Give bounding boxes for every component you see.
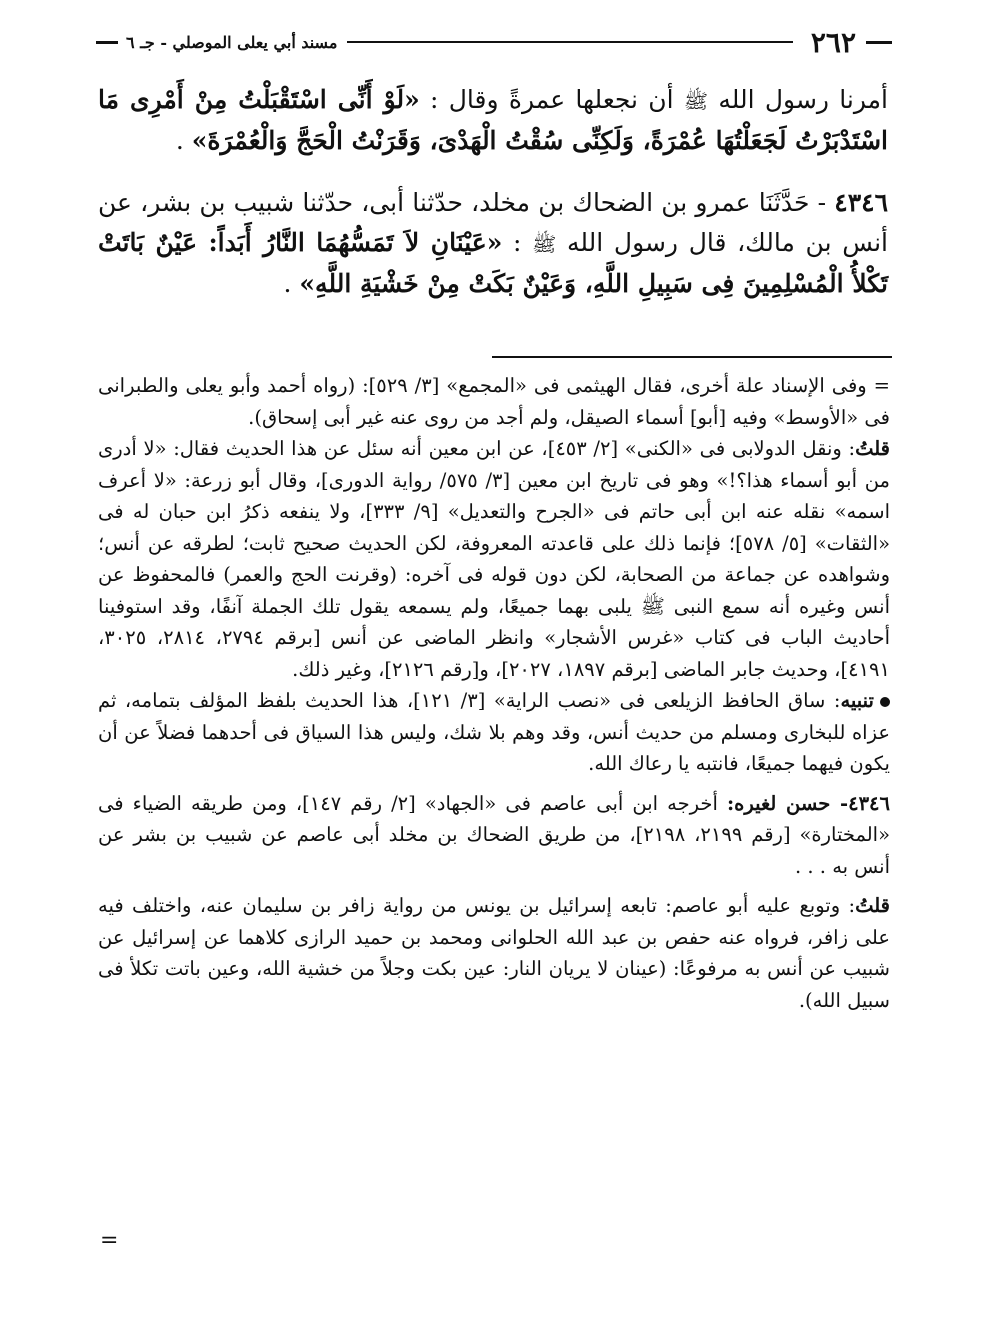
salla-symbol: ﷺ: [640, 593, 665, 618]
note-3-text: : ساق الحافظ الزيلعى فى «نصب الراية» [٣/ ١٢١]، هذا الحديث بلفظ المؤلف بتمامه، ثم عزاه للبخارى ومسلم من حديث أنس، وقد وهم بلا شك، وليس هذا السياق فى أحدهما فضلاً عن أن يكون فيهما جميعًا، فانتبه يا رعاك الله.: [98, 689, 890, 775]
header-dash-right: [866, 41, 892, 44]
main-text: [98, 80, 888, 304]
continuation-eq: =: [873, 374, 890, 397]
note-continuation: [98, 370, 890, 433]
page-number: ٢٦٢: [810, 25, 856, 59]
running-title: مسند أبي يعلى الموصلي - جـ ٦: [126, 32, 338, 52]
p1-end: .: [175, 126, 192, 155]
continuation-mark: =: [100, 1228, 119, 1253]
hadith-number-sep: -: [809, 188, 835, 217]
paragraph-hadith-4345-end: [98, 80, 888, 161]
footnote-separator: [492, 356, 892, 358]
note-5-keyword: قلتُ: [855, 894, 890, 917]
paragraph-hadith-4346: [98, 183, 888, 304]
note-hadith-4346: [98, 788, 890, 883]
page-header: [96, 22, 892, 62]
p1-lead: أمرنا رسول الله: [718, 85, 888, 114]
hadith-number: ٤٣٤٦: [834, 188, 889, 217]
note-1-text: وفى الإسناد علة أخرى، فقال الهيثمى فى «المجمع» [٣/ ٥٢٩]: (رواه أحمد وأبو يعلى والطبرانى فى «الأوسط» وفيه [أبو] أسماء الصيقل، ولم أجد من روى عنه غير أبى إسحاق).: [98, 374, 890, 429]
note-5-text: : وتوبع عليه أبو عاصم: تابعه إسرائيل بن يونس من رواية زافر بن سليمان عنه، واختلف فيه على زافر، فرواه عنه حفص بن عبد الله الحلوانى ومحمد بن حميد الرازى كلاهما عن إسرائيل عن شبيب عن أنس به مرفوعًا: (عينان لا يريان النار: عين بكت وجلاً من خشية الله، وعين باتت تكلأ فى سبيل الله).: [98, 894, 890, 1012]
note-2-text-b: يلبى بهما جميعًا، ولم يسمعه يقول تلك الجملة آنفًا، وقد استوفينا أحاديث الباب فى كتاب «غرس الأشجار» وانظر الماضى عن أنس [برقم ٢٧٩٤، ٢٨١٤، ٣٠٢٥، ٤١٩١]، وحديث جابر الماضى [برقم ١٨٩٧، ٢٠٢٧]، و[رقم ٢١٢٦]، وغير ذلك.: [98, 594, 890, 681]
p2-end: .: [283, 269, 300, 298]
p2-colon: :: [502, 228, 533, 257]
hadith-quote-1: «لَوْ أَنِّى اسْتَقْبَلْتُ مِنْ أَمْرِى مَا اسْتَدْبَرْتُ لَجَعَلْتُهَا عُمْرَةً، وَلَكِنِّى سُقْتُ الْهَدْىَ، وَقَرَنْتُ الْحَجَّ وَالْعُمْرَةَ»: [98, 85, 888, 155]
bullet-dot-icon: [880, 697, 890, 707]
hadith-isnad: حَدَّثَنَا عمرو بن الضحاك بن مخلد، حدّثنا أبى، حدّثنا شبيب بن بشر، عن أنس بن مالك، قال رسول الله: [98, 188, 888, 257]
note-4-keyword: ٤٣٤٦- حسن لغيره:: [726, 791, 891, 815]
header-dash-left: [96, 41, 118, 44]
note-2-text: : ونقل الدولابى فى «الكنى» [٢/ ٤٥٣]، عن ابن معين أنه سئل عن هذا الحديث فقال: «لا أدرى من أبو أسماء هذا؟!» وهو فى تاريخ ابن معين [٣/ ٥٧٥/ رواية الدورى]، وقال أبو زرعة: «لا أعرف اسمه» نقله عنه ابن أبى حاتم فى «الجرح والتعديل» [٩/ ٣٣٣]، ولا ينفعه ذكرُ ابن حبان له فى «الثقات» [٥/ ٥٧٨]؛ فإنما ذلك على قاعدته المعروفة، لكن الحديث صحيح ثابت؛ لطرقه عن أنس؛ وشواهده عن جماعة من الصحابة، لكن دون قوله فى آخره: (وقرنت الحج والعمر) فالمحفوظ عن أنس وغيره أنه سمع النبى: [98, 437, 890, 618]
footnotes: [98, 370, 890, 1016]
salla-symbol: ﷺ: [683, 89, 709, 113]
salla-symbol: ﷺ: [532, 232, 557, 256]
note-qultu-2: [98, 890, 890, 1016]
note-tanbih: [98, 685, 890, 780]
note-qultu-1: [98, 433, 890, 685]
note-4-text: أخرجه ابن أبى عاصم فى «الجهاد» [٢/ رقم ١٤٧]، ومن طريقه الضياء فى «المختارة» [رقم ٢١٩٩، ٢١٩٨]، من طريق الضحاك بن مخلد أبى عاصم عن شبيب بن بشر عن أنس به . . .: [98, 791, 891, 878]
hadith-quote-2: «عَيْنَانِ لاَ تَمَسُّهُمَا النَّارُ أَبَداً: عَيْنٌ بَاتَتْ تَكْلأُ الْمُسْلِمِينَ فِى سَبِيلِ اللَّهِ، وَعَيْنٌ بَكَتْ مِنْ خَشْيَةِ اللَّهِ»: [98, 228, 888, 298]
header-rule: [347, 41, 792, 43]
p1-mid: أن نجعلها عمرةً وقال :: [419, 85, 684, 114]
note-3-keyword: تنبيه: [840, 689, 874, 712]
note-2-keyword: قلتُ: [855, 437, 890, 460]
